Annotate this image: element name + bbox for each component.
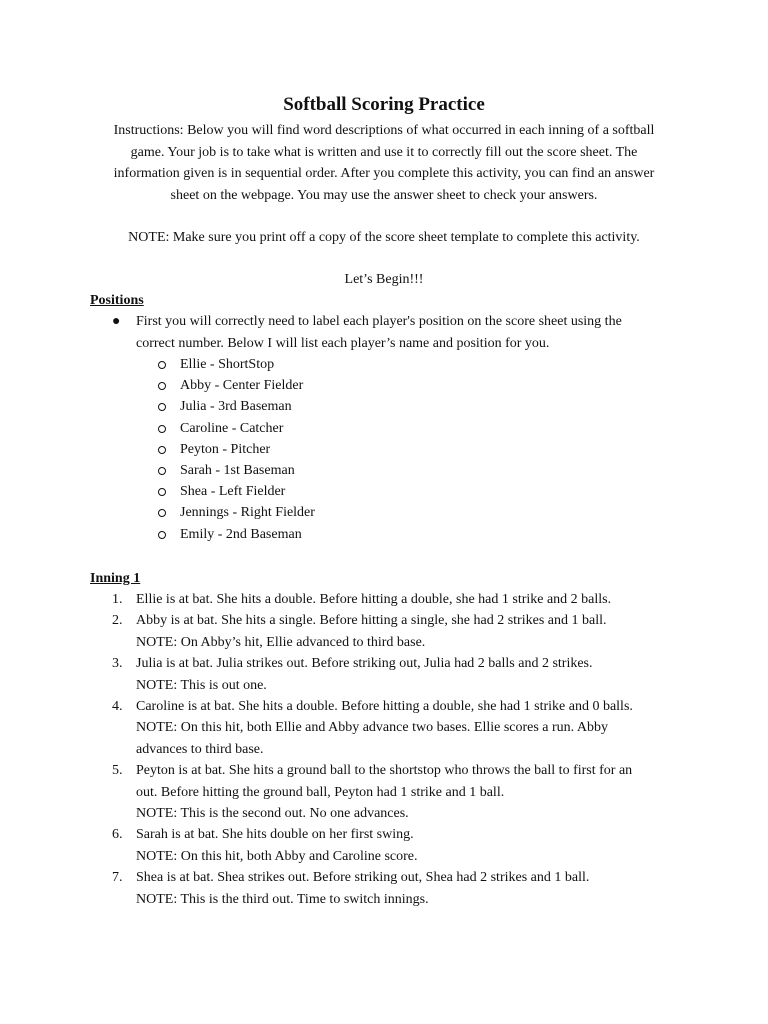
player-item <box>90 354 690 375</box>
event-item <box>90 589 690 610</box>
event-line: Sarah is at bat. She hits double on her first swing. <box>136 827 414 843</box>
event-item <box>90 867 690 910</box>
event-line: NOTE: This is the second out. No one advances. <box>136 806 409 822</box>
event-line: Peyton is at bat. She hits a ground ball to the shortstop who throws the ball to first for an <box>136 763 633 779</box>
hollow-circle-icon <box>158 467 166 475</box>
hollow-circle-icon <box>158 531 166 539</box>
player-item <box>90 439 690 460</box>
hollow-circle-icon <box>158 403 166 411</box>
player-position: Jennings - Right Fielder <box>180 505 315 521</box>
inning-1-heading: Inning 1 <box>90 571 141 586</box>
hollow-circle-icon <box>158 446 166 454</box>
event-line: Julia is at bat. Julia strikes out. Before striking out, Julia had 2 balls and 2 strikes. <box>136 656 593 672</box>
bullet-text-line: First you will correctly need to label each player's position on the score sheet using the <box>136 314 622 329</box>
player-item <box>90 375 690 396</box>
player-position: Peyton - Pitcher <box>180 441 271 457</box>
player-position: Julia - 3rd Baseman <box>180 399 292 415</box>
player-item <box>90 481 690 502</box>
event-number: 5. <box>112 763 123 779</box>
positions-list <box>90 311 690 545</box>
event-line: Shea is at bat. Shea strikes out. Before striking out, Shea had 2 strikes and 1 ball. <box>136 870 590 886</box>
event-line: NOTE: On this hit, both Abby and Caroline score. <box>136 848 418 864</box>
player-item <box>90 396 690 417</box>
bullet-text-line: correct number. Below I will list each player’s name and position for you. <box>136 335 550 351</box>
event-number: 2. <box>112 613 123 629</box>
instructions-line: sheet on the webpage. You may use the answer sheet to check your answers. <box>170 187 598 203</box>
event-number: 6. <box>112 827 123 843</box>
hollow-circle-icon <box>158 361 166 369</box>
event-number: 4. <box>112 699 123 715</box>
player-item <box>90 460 690 481</box>
instructions-line: game. Your job is to take what is written and use it to correctly fill out the score sheet. The <box>130 144 638 160</box>
positions-bullet-item <box>90 311 690 354</box>
print-note: NOTE: Make sure you print off a copy of the score sheet template to complete this activity. <box>128 230 640 245</box>
hollow-circle-icon <box>158 425 166 433</box>
instructions-paragraph <box>84 120 684 206</box>
event-number: 7. <box>112 870 123 886</box>
player-position: Ellie - ShortStop <box>180 357 275 372</box>
player-position: Shea - Left Fielder <box>180 484 286 500</box>
event-line: Ellie is at bat. She hits a double. Before hitting a double, she had 1 strike and 2 balls. <box>136 592 612 607</box>
event-item <box>90 824 690 867</box>
event-line: NOTE: On this hit, both Ellie and Abby advance two bases. Ellie scores a run. Abby <box>136 720 609 736</box>
player-list <box>90 354 690 545</box>
lets-begin-text: Let’s Begin!!! <box>344 272 424 287</box>
instructions-line: information given is in sequential order. After you complete this activity, you can find an answer <box>113 166 655 181</box>
hollow-circle-icon <box>158 488 166 496</box>
event-item <box>90 653 690 696</box>
event-line: NOTE: On Abby’s hit, Ellie advanced to third base. <box>136 634 426 650</box>
event-line: Caroline is at bat. She hits a double. Before hitting a double, she had 1 strike and 0 balls. <box>136 699 633 715</box>
bullet-icon: ● <box>112 314 121 329</box>
event-item <box>90 610 690 653</box>
event-line: Abby is at bat. She hits a single. Before hitting a single, she had 2 strikes and 1 ball. <box>136 613 607 629</box>
player-item <box>90 418 690 439</box>
event-line: NOTE: This is the third out. Time to switch innings. <box>136 891 429 907</box>
event-line: advances to third base. <box>136 741 264 757</box>
inning-1-events <box>90 589 690 910</box>
event-number: 3. <box>112 656 123 672</box>
hollow-circle-icon <box>158 382 166 390</box>
page-title: Softball Scoring Practice <box>283 94 485 115</box>
positions-heading: Positions <box>90 293 144 308</box>
player-position: Emily - 2nd Baseman <box>180 526 302 542</box>
event-number: 1. <box>112 592 123 607</box>
player-item <box>90 524 690 545</box>
player-position: Sarah - 1st Baseman <box>180 463 295 479</box>
event-item <box>90 760 690 824</box>
event-line: out. Before hitting the ground ball, Peyton had 1 strike and 1 ball. <box>136 784 505 800</box>
event-line: NOTE: This is out one. <box>136 677 267 693</box>
event-item <box>90 696 690 760</box>
hollow-circle-icon <box>158 509 166 517</box>
instructions-line: Instructions: Below you will find word descriptions of what occurred in each inning of a softball <box>113 123 655 138</box>
player-item <box>90 502 690 523</box>
player-position: Abby - Center Fielder <box>180 378 304 394</box>
player-position: Caroline - Catcher <box>180 420 284 436</box>
